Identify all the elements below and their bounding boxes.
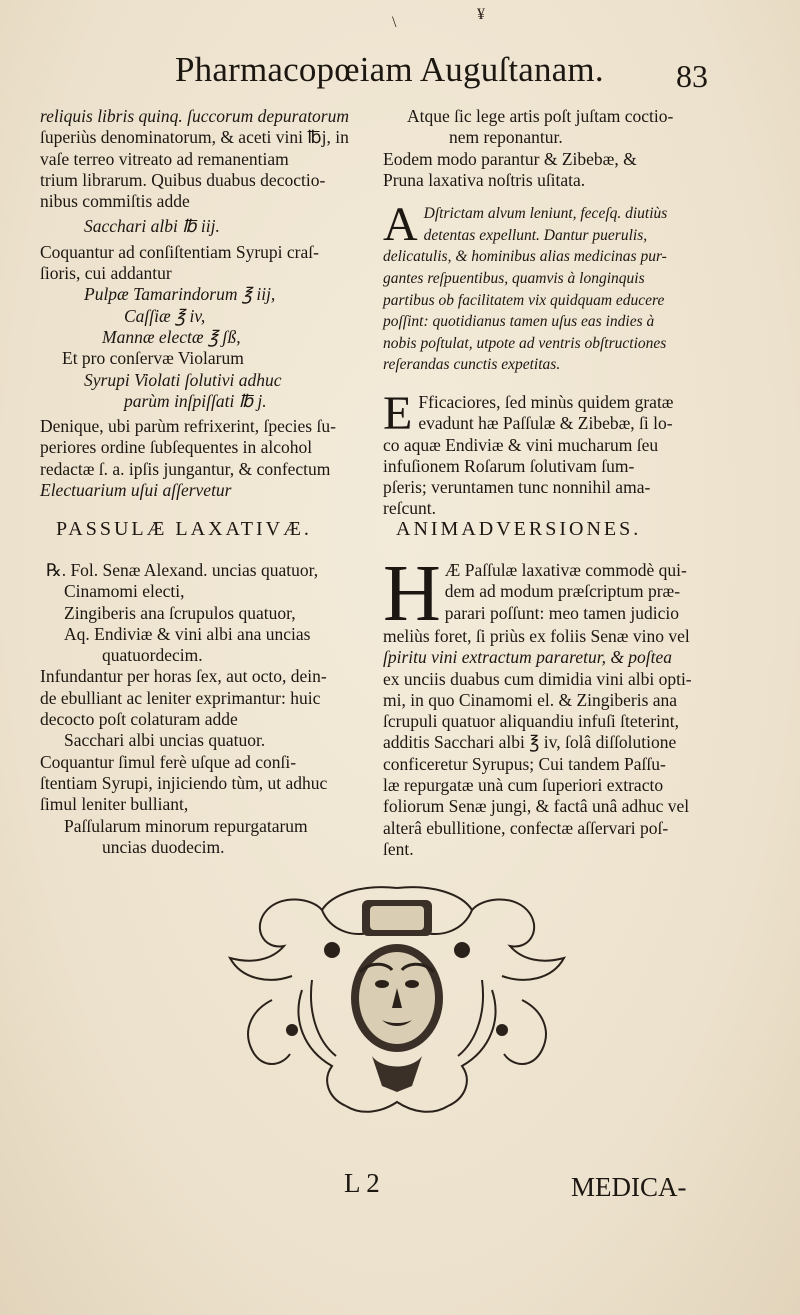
text-line: foliorum Senæ jungi, & factâ unâ adhuc vel: [383, 796, 690, 817]
text-line: ſpiritu vini extractum pararetur, & poſtea: [383, 647, 673, 668]
text-line: detentas expellunt. Dantur puerulis,: [423, 226, 648, 244]
left-column-text: [40, 106, 370, 501]
efficacy-paragraph: [383, 386, 708, 520]
text-line: Pulpæ Tamarindorum ℥ iij,: [84, 284, 276, 305]
text-line: ſuperiùs denominatorum, & aceti vini ℔j, in: [40, 127, 349, 148]
signature-mark: L 2: [344, 1168, 380, 1198]
text-line: ſent.: [383, 838, 414, 859]
animadversiones-text: [383, 550, 708, 860]
text-line: Electuarium uſui aſſervetur: [40, 480, 232, 501]
text-line: Syrupi Violati ſolutivi adhuc: [84, 369, 282, 390]
top-center-mark: ¥: [477, 6, 485, 23]
text-line: Cinamomi electi,: [64, 581, 185, 602]
text-line: infuſionem Roſarum ſolutivam ſum-: [383, 455, 635, 476]
text-line: parari poſſunt: meo tamen judicio: [444, 602, 680, 623]
text-line: conficeretur Syrupus; Cui tandem Paſſu-: [383, 753, 666, 774]
text-line: reliquis libris quinq. ſuccorum depuratorum: [40, 106, 350, 126]
section-heading-passulae: PASSULÆ LAXATIVÆ.: [56, 518, 312, 540]
right-column-text: [383, 106, 708, 520]
text-line: ſcrupuli quatuor aliquandiu infuſi ſteterint,: [383, 711, 679, 732]
text-line: nobis poſtulat, utpote ad ventris obſtructiones: [383, 334, 667, 352]
annotation-paragraph: [383, 198, 708, 376]
text-line: Pruna laxativa noſtris uſitata.: [383, 169, 586, 190]
text-line: vaſe terreo vitreato ad remanentiam: [40, 148, 289, 169]
text-line: Coquantur ad conſiſtentiam Syrupi craſ-: [40, 241, 319, 262]
text-line: nem reponantur.: [449, 127, 563, 148]
text-line: Æ Paſſulæ laxativæ commodè qui-: [444, 560, 687, 580]
text-line: dem ad modum præſcriptum præ-: [444, 581, 681, 602]
text-line: Paſſularum minorum repurgatarum: [64, 815, 308, 836]
text-line: periores ordine ſubſequentes in alcohol: [40, 437, 313, 458]
text-line: ℞. Fol. Senæ Alexand. uncias quatuor,: [46, 560, 319, 580]
text-line: Denique, ubi parùm refrixerint, ſpecies ſu-: [40, 416, 336, 437]
text-line: Infundantur per horas ſex, aut octo, dein-: [40, 666, 327, 687]
text-line: gantes reſpuentibus, quamvis à longinquis: [383, 269, 645, 287]
drop-cap-e: E: [383, 386, 413, 440]
text-line: quatuordecim.: [102, 645, 203, 666]
text-line: co aquæ Endiviæ & vini mucharum ſeu: [383, 434, 659, 455]
page-number: 83: [676, 58, 708, 94]
text-line: Et pro conſervæ Violarum: [62, 348, 244, 369]
text-line: partibus ob facilitatem vix quidquam educere: [383, 291, 665, 309]
text-line: mi, in quo Cinamomi el. & Zingiberis ana: [383, 689, 678, 710]
text-line: reſerandas cunctis expetitas.: [383, 356, 561, 374]
text-line: parùm inſpiſſati ℔ j.: [124, 390, 267, 411]
text-line: alterâ ebullitione, confectæ aſſervari poſ-: [383, 817, 669, 838]
catchword: MEDICA-: [571, 1172, 687, 1202]
text-line: trium librarum. Quibus duabus decoctio-: [40, 169, 326, 190]
recipe-text: [40, 560, 370, 858]
text-line: Aq. Endiviæ & vini albi ana uncias: [64, 623, 311, 644]
text-line: Atque ſic lege artis poſt juſtam coctio-: [407, 106, 674, 126]
text-line: ſioris, cui addantur: [40, 263, 172, 284]
text-line: Fficaciores, ſed minùs quidem gratæ: [418, 391, 674, 412]
text-line: nibus commiſtis adde: [40, 191, 190, 212]
text-line: Eodem modo parantur & Zibebæ, &: [383, 148, 637, 169]
drop-cap-h: H: [383, 550, 441, 638]
text-line: Dſtrictam alvum leniunt, feceſq. diutiùs: [423, 205, 668, 223]
text-line: uncias duodecim.: [102, 836, 225, 857]
text-line: ſtentiam Syrupi, injiciendo tùm, ut adhuc: [40, 772, 328, 793]
text-line: reſcunt.: [383, 498, 436, 519]
grotesque-mask-ornament-icon: [212, 880, 582, 1120]
text-line: ſimul leniter bulliant,: [40, 794, 189, 815]
text-line: Mannæ electæ ℥ ʃß,: [102, 326, 241, 347]
running-title: Pharmacopœiam Auguſtanam.: [175, 50, 604, 89]
text-line: Zingiberis ana ſcrupulos quatuor,: [64, 602, 296, 623]
text-line: Coquantur ſimul ferè uſque ad conſi-: [40, 751, 297, 772]
section-heading-animadversiones: ANIMADVERSIONES.: [396, 518, 642, 540]
text-line: redactæ ſ. a. ipſis jungantur, & confectum: [40, 458, 331, 479]
text-line: læ repurgatæ unà cum ſuperiori extracto: [383, 775, 664, 796]
text-line: Sacchari albi ℔ iij.: [84, 216, 220, 237]
corner-mark: \: [392, 14, 397, 31]
text-line: evadunt hæ Paſſulæ & Zibebæ, ſi lo-: [418, 413, 673, 434]
text-line: Sacchari albi uncias quatuor.: [64, 730, 266, 751]
text-line: delicatulis, & hominibus alias medicinas pur-: [383, 248, 667, 266]
drop-cap-a: A: [383, 198, 418, 252]
text-line: decocto poſt colaturam adde: [40, 709, 238, 730]
text-line: meliùs foret, ſi priùs ex foliis Senæ vino vel: [383, 626, 690, 646]
text-line: Caſſiæ ℥ iv,: [124, 305, 206, 326]
text-line: de ebulliant ac leniter exprimantur: huic: [40, 687, 321, 708]
text-line: additis Sacchari albi ℥ iv, ſolâ diſſolutione: [383, 732, 677, 753]
text-line: pſeris; veruntamen tunc nonnihil ama-: [383, 477, 651, 498]
text-line: poſſint: quotidianus tamen uſus eas indies à: [383, 313, 655, 331]
text-line: ex unciis duabus cum dimidia vini albi opti-: [383, 668, 692, 689]
